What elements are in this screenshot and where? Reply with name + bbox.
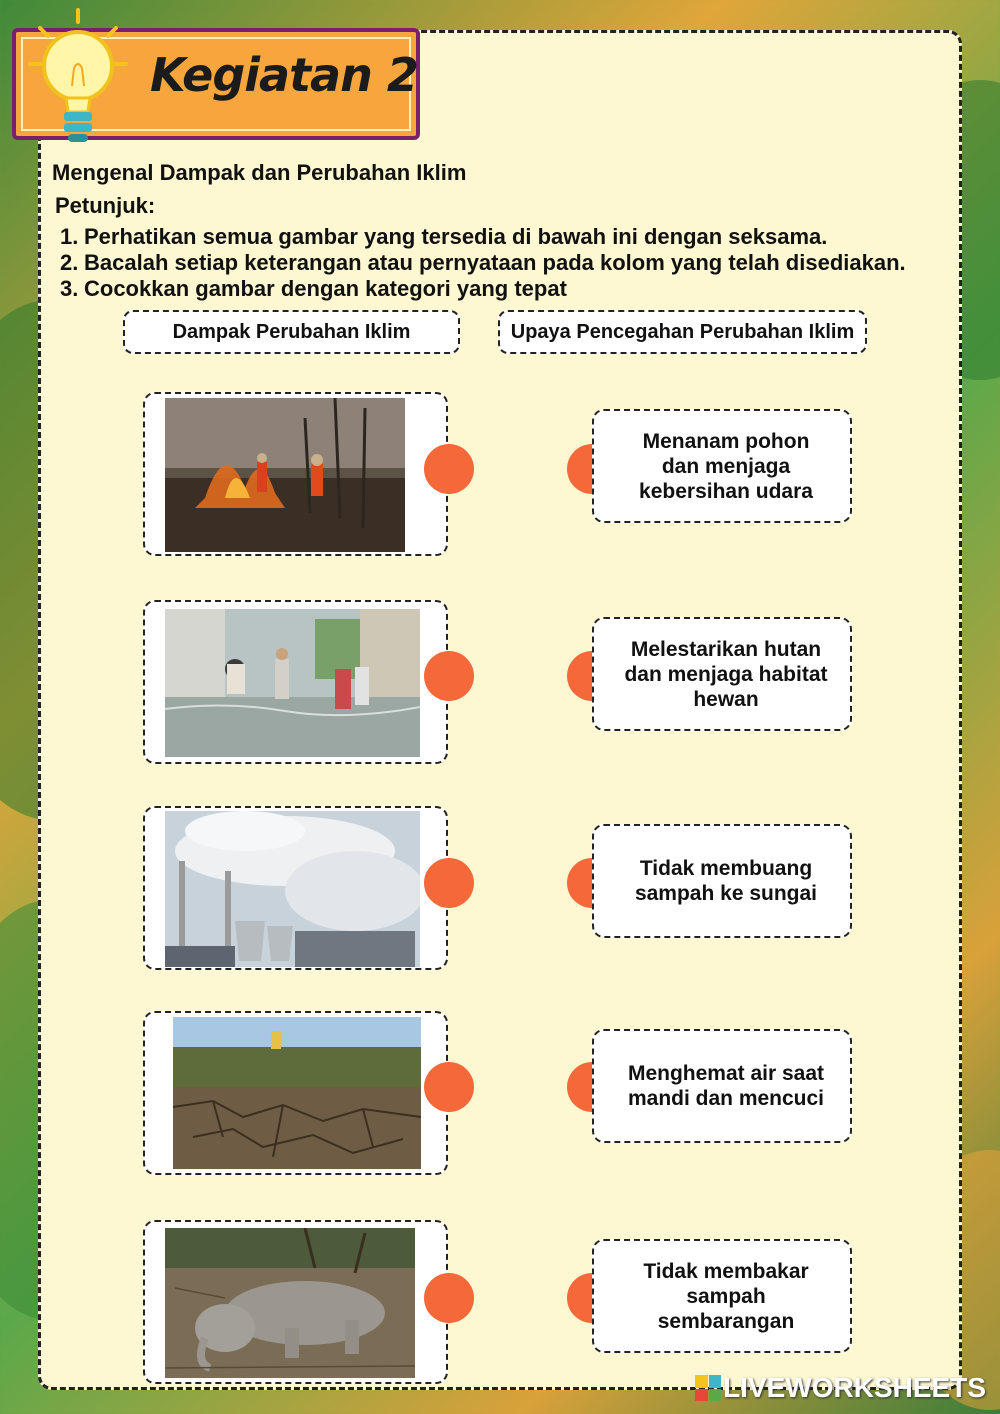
- image-card-drought: [143, 1011, 448, 1175]
- image-card-flood: [143, 600, 448, 764]
- image-card-forest-fire: [143, 392, 448, 556]
- liveworksheets-logo-icon: [695, 1375, 721, 1401]
- match-dot-image-3[interactable]: [424, 858, 474, 908]
- match-dot-image-5[interactable]: [424, 1273, 474, 1323]
- liveworksheets-watermark: LIVEWORKSHEETS: [695, 1372, 986, 1404]
- instruction-item: 3. Cocokkan gambar dengan kategori yang tepat: [60, 276, 567, 301]
- column-header-impact: Dampak Perubahan Iklim: [123, 310, 460, 354]
- option-card-3: Tidak membuang sampah ke sungai: [592, 824, 852, 938]
- factory-smoke-photo-icon: [165, 811, 420, 967]
- match-dot-image-2[interactable]: [424, 651, 474, 701]
- instruction-item: 2. Bacalah setiap keterangan atau pernyataan pada kolom yang telah disediakan.: [60, 250, 906, 275]
- instructions-list: [60, 224, 906, 302]
- page-title: Kegiatan 2: [150, 48, 418, 102]
- option-card-1: Menanam pohon dan menjaga kebersihan udara: [592, 409, 852, 523]
- forest-fire-photo-icon: [165, 398, 405, 552]
- option-card-2: Melestarikan hutan dan menjaga habitat hewan: [592, 617, 852, 731]
- lightbulb-icon: [28, 8, 128, 158]
- dead-elephant-photo-icon: [165, 1228, 415, 1378]
- match-dot-image-4[interactable]: [424, 1062, 474, 1112]
- drought-cracked-field-photo-icon: [173, 1017, 421, 1169]
- option-card-5: Tidak membakar sampah sembarangan: [592, 1239, 852, 1353]
- image-card-dead-elephant: [143, 1220, 448, 1384]
- match-dot-image-1[interactable]: [424, 444, 474, 494]
- flood-photo-icon: [165, 609, 420, 757]
- option-card-4: Menghemat air saat mandi dan mencuci: [592, 1029, 852, 1143]
- image-card-factory-smoke: [143, 806, 448, 970]
- column-header-prevention: Upaya Pencegahan Perubahan Iklim: [498, 310, 867, 354]
- instruction-item: 1. Perhatikan semua gambar yang tersedia di bawah ini dengan seksama.: [60, 224, 828, 249]
- activity-subtitle: Mengenal Dampak dan Perubahan Iklim: [52, 160, 467, 185]
- instructions-label: Petunjuk:: [55, 193, 156, 218]
